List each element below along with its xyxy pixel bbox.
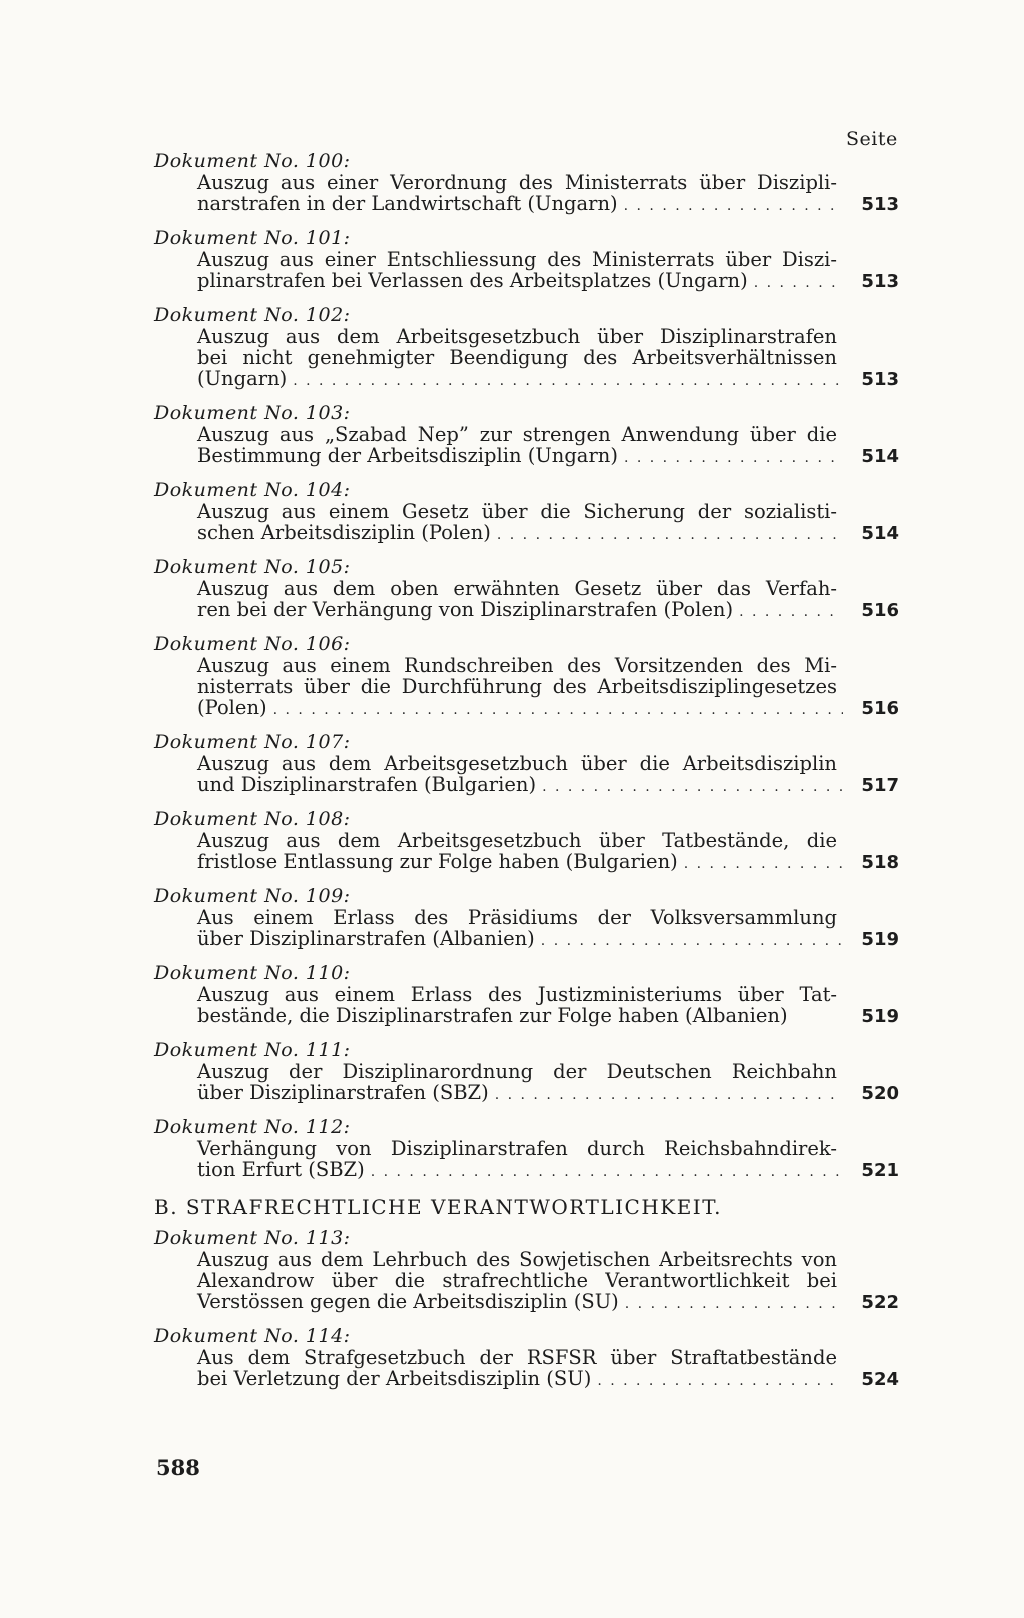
toc-entry [0, 962, 1024, 1029]
description-last-line [197, 928, 899, 952]
dot-leader [624, 448, 843, 469]
dot-leader [542, 777, 843, 798]
description-line: bestände, die Disziplinarstrafen zur Folge haben (Albanien) [197, 1004, 788, 1027]
description-line: nisterrats über die Durchführung des Arbeitsdisziplingesetzes [197, 675, 837, 698]
page-number: 588 [156, 1455, 200, 1480]
description-line: Auszug aus dem Lehrbuch des Sowjetischen Arbeitsrechts von [197, 1248, 837, 1271]
document-heading: Dokument No. 112: [154, 1116, 351, 1138]
page-reference: 522 [861, 1292, 899, 1313]
toc-entry [0, 1325, 1024, 1392]
page-column-header: Seite [846, 128, 898, 150]
document-heading: Dokument No. 103: [154, 402, 351, 424]
dot-leader [684, 854, 843, 875]
document-description [197, 172, 1024, 217]
toc-entry [0, 1039, 1024, 1106]
document-description [197, 1249, 1024, 1315]
page-reference: 514 [861, 446, 899, 467]
document-description [197, 907, 1024, 952]
description-line: über Disziplinarstrafen (Albanien) [197, 927, 535, 950]
toc-entry [0, 885, 1024, 952]
description-line: (Polen) [197, 696, 267, 719]
document-description [197, 1061, 1024, 1106]
dot-leader [754, 273, 843, 294]
description-last-line [197, 599, 899, 623]
description-last-line [197, 1082, 899, 1106]
document-heading: Dokument No. 104: [154, 479, 351, 501]
toc-entry [0, 304, 1024, 392]
dot-leader [497, 525, 843, 546]
document-description [197, 830, 1024, 875]
description-line: Auszug aus dem Arbeitsgesetzbuch über Disziplinarstrafen [197, 325, 837, 348]
toc-entry [0, 633, 1024, 721]
page-reference: 513 [861, 369, 899, 390]
description-last-line [197, 774, 899, 798]
dot-leader [541, 931, 843, 952]
description-line: Alexandrow über die strafrechtliche Verantwortlichkeit bei [197, 1269, 837, 1292]
description-line: Auszug aus „Szabad Nep” zur strengen Anwendung über die [197, 423, 837, 446]
document-heading: Dokument No. 107: [154, 731, 351, 753]
toc-entry [0, 150, 1024, 217]
section-b-heading: B. STRAFRECHTLICHE VERANTWORTLICHKEIT. [154, 1195, 722, 1219]
document-heading: Dokument No. 105: [154, 556, 351, 578]
description-line: Auszug aus dem Arbeitsgesetzbuch über Tatbestände, die [197, 829, 837, 852]
document-description [197, 578, 1024, 623]
toc-entry [0, 556, 1024, 623]
description-last-line [197, 1159, 899, 1183]
document-heading: Dokument No. 111: [154, 1039, 351, 1061]
document-heading: Dokument No. 100: [154, 150, 351, 172]
dot-leader [495, 1085, 843, 1106]
description-line: über Disziplinarstrafen (SBZ) [197, 1081, 489, 1104]
description-last-line [197, 368, 899, 392]
document-description [197, 424, 1024, 469]
description-line: Auszug aus dem Arbeitsgesetzbuch über die Arbeitsdisziplin [197, 752, 837, 775]
description-line: Auszug aus einem Erlass des Justizministeriums über Tat- [197, 983, 837, 1006]
page-reference: 514 [861, 523, 899, 544]
table-of-contents [0, 150, 1024, 1402]
description-line: Aus dem Strafgesetzbuch der RSFSR über Straftatbestände [197, 1346, 837, 1369]
description-last-line [197, 1368, 899, 1392]
page-reference: 519 [861, 1006, 899, 1027]
description-last-line [197, 445, 899, 469]
description-line: Auszug aus einer Verordnung des Ministerrats über Diszipli- [197, 171, 837, 194]
toc-entry [0, 1227, 1024, 1315]
document-heading: Dokument No. 113: [154, 1227, 351, 1249]
toc-list-a [0, 150, 1024, 1183]
dot-leader [371, 1162, 843, 1183]
toc-entry [0, 808, 1024, 875]
page-reference: 516 [861, 600, 899, 621]
document-heading: Dokument No. 108: [154, 808, 351, 830]
dot-leader [624, 196, 843, 217]
page-reference: 516 [861, 698, 899, 719]
dot-leader [739, 602, 843, 623]
dot-leader [293, 371, 843, 392]
description-line: Auszug aus einem Gesetz über die Sicherung der sozialisti- [197, 500, 837, 523]
document-description [197, 249, 1024, 294]
description-line: plinarstrafen bei Verlassen des Arbeitsplatzes (Ungarn) [197, 269, 748, 292]
document-heading: Dokument No. 114: [154, 1325, 351, 1347]
description-line: Verhängung von Disziplinarstrafen durch Reichsbahndirek- [197, 1137, 837, 1160]
description-last-line [197, 193, 899, 217]
description-line: Aus einem Erlass des Präsidiums der Volksversammlung [197, 906, 837, 929]
description-line: bei nicht genehmigter Beendigung des Arbeitsverhältnissen [197, 346, 837, 369]
page-reference: 517 [861, 775, 899, 796]
description-last-line [197, 270, 899, 294]
description-line: schen Arbeitsdisziplin (Polen) [197, 521, 491, 544]
description-line: bei Verletzung der Arbeitsdisziplin (SU) [197, 1367, 592, 1390]
document-description [197, 753, 1024, 798]
document-heading: Dokument No. 106: [154, 633, 351, 655]
description-last-line [197, 1291, 899, 1315]
document-heading: Dokument No. 101: [154, 227, 351, 249]
document-description [197, 655, 1024, 721]
description-line: tion Erfurt (SBZ) [197, 1158, 365, 1181]
description-line: und Disziplinarstrafen (Bulgarien) [197, 773, 537, 796]
toc-entry [0, 479, 1024, 546]
page-reference: 519 [861, 929, 899, 950]
document-description [197, 1347, 1024, 1392]
dot-leader [597, 1371, 843, 1392]
description-last-line [197, 851, 899, 875]
toc-entry [0, 731, 1024, 798]
description-line: Auszug der Disziplinarordnung der Deutschen Reichbahn [197, 1060, 837, 1083]
description-last-line [197, 522, 899, 546]
description-line: Verstössen gegen die Arbeitsdisziplin (SU) [197, 1290, 619, 1313]
dot-leader [273, 700, 843, 721]
document-heading: Dokument No. 109: [154, 885, 351, 907]
page-reference: 524 [861, 1369, 899, 1390]
description-line: ren bei der Verhängung von Disziplinarstrafen (Polen) [197, 598, 734, 621]
document-heading: Dokument No. 110: [154, 962, 351, 984]
description-line: Auszug aus einem Rundschreiben des Vorsitzenden des Mi- [197, 654, 837, 677]
toc-entry [0, 1116, 1024, 1183]
dot-leader [625, 1294, 843, 1315]
toc-entry [0, 402, 1024, 469]
description-last-line [197, 1005, 899, 1029]
description-line: Bestimmung der Arbeitsdisziplin (Ungarn) [197, 444, 618, 467]
description-line: fristlose Entlassung zur Folge haben (Bulgarien) [197, 850, 678, 873]
document-description [197, 1138, 1024, 1183]
page-reference: 520 [861, 1083, 899, 1104]
page-reference: 513 [861, 271, 899, 292]
toc-list-b [0, 1227, 1024, 1392]
page-reference: 521 [861, 1160, 899, 1181]
page-reference: 518 [861, 852, 899, 873]
description-line: Auszug aus dem oben erwähnten Gesetz über das Verfah- [197, 577, 837, 600]
description-line: Auszug aus einer Entschliessung des Ministerrats über Diszi- [197, 248, 837, 271]
page-reference: 513 [861, 194, 899, 215]
description-line: narstrafen in der Landwirtschaft (Ungarn) [197, 192, 618, 215]
toc-entry [0, 227, 1024, 294]
document-description [197, 984, 1024, 1029]
document-description [197, 326, 1024, 392]
description-last-line [197, 697, 899, 721]
document-description [197, 501, 1024, 546]
description-line: (Ungarn) [197, 367, 288, 390]
document-heading: Dokument No. 102: [154, 304, 351, 326]
